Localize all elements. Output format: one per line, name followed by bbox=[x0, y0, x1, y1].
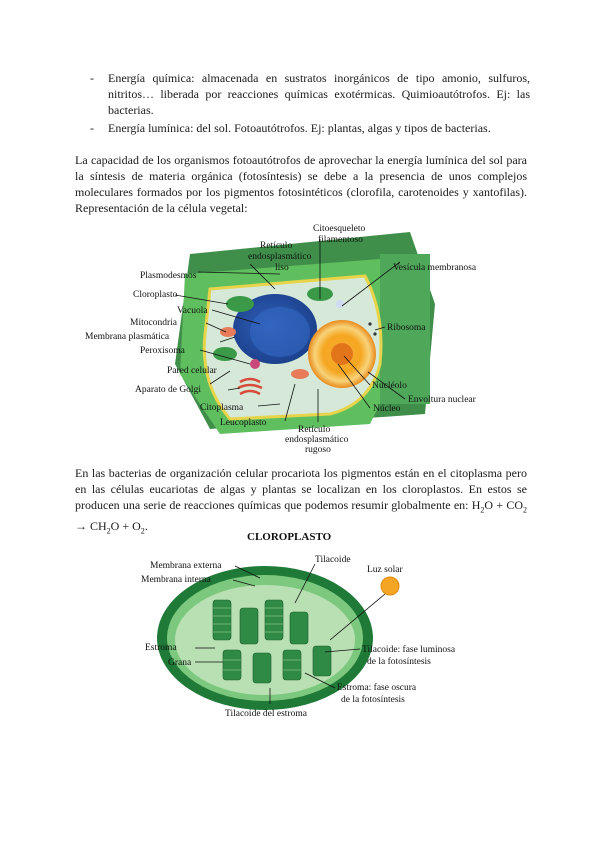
photosynthesis-paragraph: La capacidad de los organismos fotoautótrofos de aprovechar la energía lumínica del sol para la síntesis de materia orgánica (fotosíntesis) se debe a la presencia de unos complejos moleculares formados por los pigmentos fotosintéticos (clorofila, carotenoides y xantofilas). Representación de la célula vegetal: bbox=[75, 153, 527, 215]
bullet-dash: - bbox=[90, 71, 94, 85]
eq-h: H bbox=[471, 498, 481, 512]
label-grana: Grana bbox=[168, 658, 192, 668]
label-citoesqueleto-1: Citoesqueleto bbox=[313, 224, 366, 234]
label-nucleolo: Nucléolo bbox=[372, 381, 407, 391]
eq-sub: 2 bbox=[523, 505, 527, 515]
label-mitocondria: Mitocondria bbox=[130, 318, 177, 328]
chloroplast-figure bbox=[135, 528, 470, 728]
granum bbox=[283, 650, 301, 680]
label-rugoso-2: endosplasmático bbox=[285, 435, 349, 445]
peroxisome-shape bbox=[250, 359, 260, 369]
bullet-dash: - bbox=[90, 121, 94, 135]
label-membrana-externa: Membrana externa bbox=[150, 561, 222, 571]
label-plasmodesmos: Plasmodesmos bbox=[140, 271, 197, 281]
vacuole-inner bbox=[250, 307, 310, 357]
label-cloroplasto: Cloroplasto bbox=[133, 290, 178, 300]
granum bbox=[290, 612, 308, 644]
eq-sub: 2 bbox=[480, 505, 485, 515]
label-luz-solar: Luz solar bbox=[367, 565, 403, 575]
eq-o: O + O bbox=[110, 519, 141, 534]
granum bbox=[223, 650, 241, 680]
label-golgi: Aparato de Golgi bbox=[135, 385, 201, 395]
chloroplast-shape bbox=[213, 347, 237, 361]
label-reticulo-liso-1: Retículo bbox=[260, 241, 293, 251]
label-membrana-interna: Membrana interna bbox=[141, 575, 211, 585]
vesicle-shape bbox=[336, 300, 344, 308]
chloroplast-shape bbox=[226, 296, 254, 312]
sun-icon bbox=[381, 577, 399, 595]
bullet-text: Energía lumínica: del sol. Fotoautótrofos. Ej: plantas, algas y tipos de bacterias. bbox=[108, 121, 491, 135]
label-tilacoide-fase-1: Tilacoide: fase luminosa bbox=[362, 645, 456, 655]
granum bbox=[213, 600, 231, 640]
granum bbox=[253, 653, 271, 683]
paragraph-text: En las bacterias de organización celular procariota los pigmentos están en el citoplasma pero en las células eucariotas de algas y plantas se localizan en los cloroplastos. En estos se producen una serie de reacciones químicas que podemos resumir globalmente en: bbox=[75, 466, 527, 512]
eq-sub: 2 bbox=[106, 526, 111, 536]
label-pared: Pared celular bbox=[167, 366, 217, 376]
label-nucleo: Núcleo bbox=[373, 404, 401, 414]
eq-arrow: → CH bbox=[75, 519, 107, 534]
mitochondrion-shape bbox=[291, 369, 309, 379]
label-reticulo-liso-3: liso bbox=[275, 263, 289, 273]
mitochondrion-shape bbox=[220, 327, 236, 337]
label-vesicula: Vesícula membranosa bbox=[393, 263, 477, 273]
granum bbox=[265, 600, 283, 640]
eq-sub: 2 bbox=[140, 526, 145, 536]
energy-sources-list bbox=[90, 70, 530, 138]
granum bbox=[313, 646, 331, 676]
ribosome-dot bbox=[373, 332, 376, 335]
eq-o-plus: O + CO bbox=[484, 498, 523, 512]
label-tilacoide-estroma: Tilacoide del estroma bbox=[225, 709, 307, 719]
label-reticulo-liso-2: endosplasmático bbox=[248, 252, 312, 262]
bullet-light-energy bbox=[90, 120, 530, 136]
label-ribosoma: Ribosoma bbox=[387, 323, 426, 333]
label-leucoplasto: Leucoplasto bbox=[220, 418, 267, 428]
plant-cell-figure bbox=[80, 214, 525, 455]
label-membrana: Membrana plasmática bbox=[85, 332, 170, 342]
ribosome-dot bbox=[368, 322, 371, 325]
label-estroma-fase-1: Estroma: fase oscura bbox=[337, 683, 417, 693]
label-rugoso-3: rugoso bbox=[305, 445, 331, 455]
label-rugoso-1: Retículo bbox=[298, 425, 331, 435]
bullet-text: Energía química: almacenada en sustratos inorgánicos de tipo amonio, sulfuros, nitritos… liberada por reacciones químicas exotérmicas. Quimioautótrofos. Ej: las bacterias. bbox=[108, 71, 530, 117]
bullet-chemical-energy bbox=[90, 70, 530, 118]
label-envoltura: Envoltura nuclear bbox=[408, 395, 476, 405]
label-citoesqueleto-2: filamentoso bbox=[318, 235, 363, 245]
chloroplast-title: CLOROPLASTO bbox=[247, 531, 332, 543]
label-tilacoide: Tilacoide bbox=[315, 555, 351, 565]
granum bbox=[240, 608, 258, 644]
label-peroxisoma: Peroxisoma bbox=[140, 346, 185, 356]
label-estroma: Estroma bbox=[145, 643, 177, 653]
label-vacuola: Vacuola bbox=[177, 306, 208, 316]
label-citoplasma: Citoplasma bbox=[200, 403, 244, 413]
label-estroma-fase-2: de la fotosíntesis bbox=[341, 695, 405, 705]
label-tilacoide-fase-2: de la fotosíntesis bbox=[367, 657, 431, 667]
eq-end: . bbox=[144, 519, 148, 534]
nucleolus-shape bbox=[331, 343, 353, 365]
